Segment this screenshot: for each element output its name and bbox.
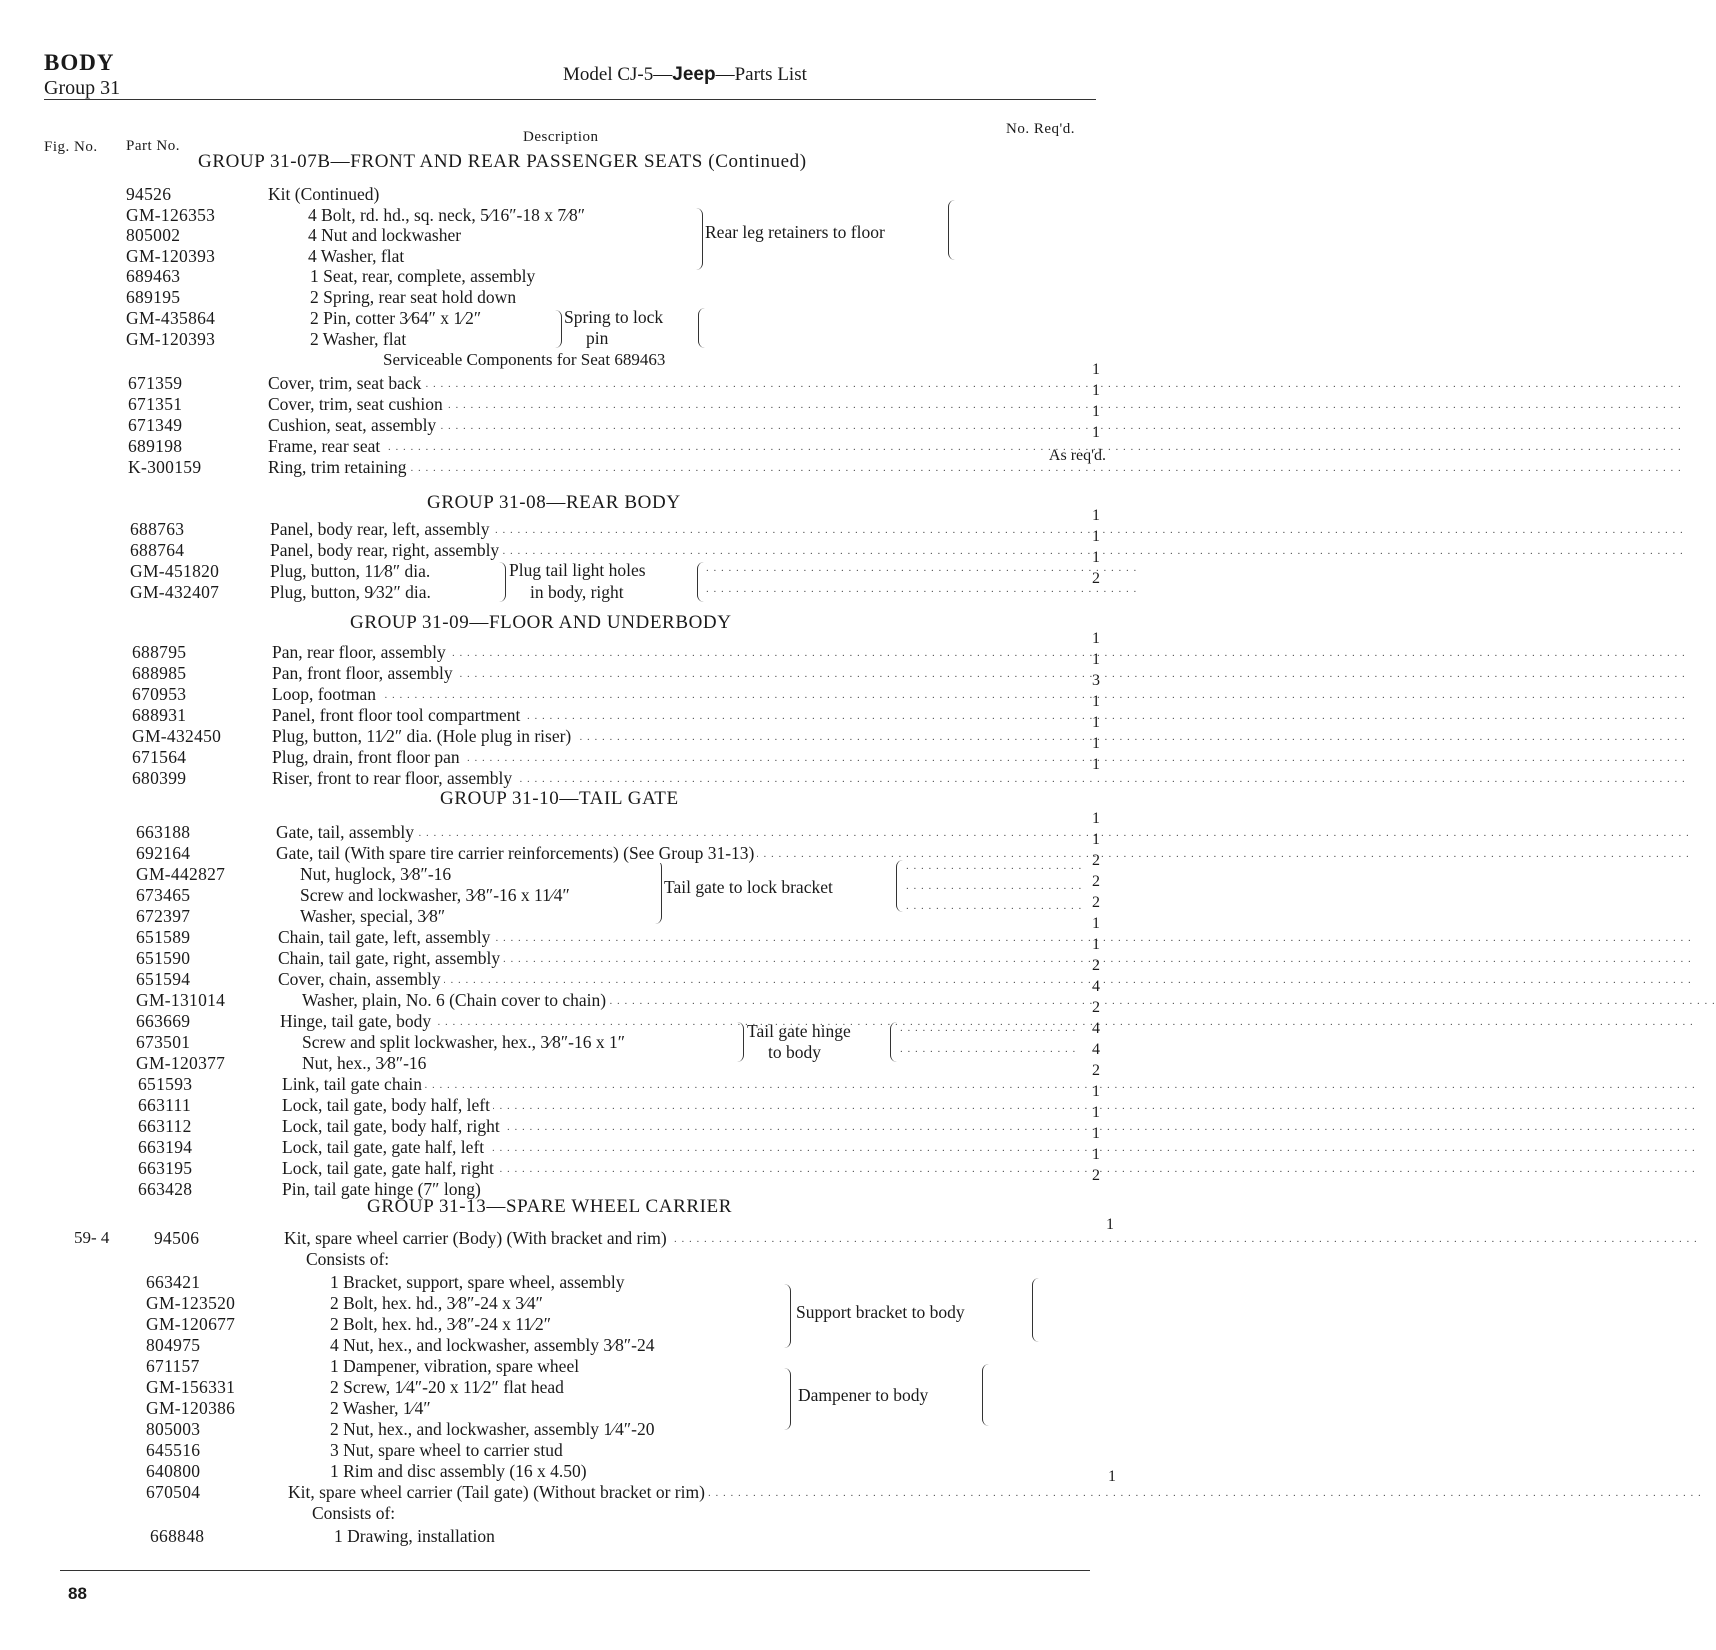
description-cell xyxy=(268,373,1068,394)
description: Gate, tail (With spare tire carrier reinforcements) (See Group 31-13) xyxy=(276,843,757,863)
section-heading: GROUP 31-09—FLOOR AND UNDERBODY xyxy=(350,612,732,633)
table-row xyxy=(0,266,1100,288)
description: Screw and lockwasher, 3⁄8″-16 x 11⁄4″ xyxy=(300,885,570,905)
description: 2 Bolt, hex. hd., 3⁄8″-24 x 11⁄2″ xyxy=(330,1314,552,1334)
part-number: 671359 xyxy=(128,373,183,393)
quantity: 4 xyxy=(1092,1020,1100,1037)
description: Panel, body rear, left, assembly xyxy=(270,519,492,539)
description: Cover, trim, seat cushion xyxy=(268,394,446,414)
description-cell xyxy=(282,1137,1082,1158)
description: Kit, spare wheel carrier (Tail gate) (Without bracket or rim) xyxy=(288,1482,708,1502)
part-number: 680399 xyxy=(132,768,187,788)
description: 1 Bracket, support, spare wheel, assembly xyxy=(330,1272,625,1292)
description-cell xyxy=(278,927,1078,948)
part-number: 805002 xyxy=(126,225,181,245)
part-number: 688763 xyxy=(130,519,185,539)
quantity: 1 xyxy=(1092,424,1100,441)
part-number: 663111 xyxy=(138,1095,192,1115)
description: Riser, front to rear floor, assembly xyxy=(272,768,515,788)
quantity: 2 xyxy=(1092,1167,1100,1184)
part-number: GM-123520 xyxy=(146,1293,236,1313)
table-row xyxy=(0,1216,1114,1250)
column-header-req: No. Req'd. xyxy=(1006,121,1075,137)
description: Kit, spare wheel carrier (Body) (With bracket and rim) xyxy=(284,1228,670,1248)
bracket-note: pin xyxy=(586,328,609,348)
description-cell xyxy=(282,1116,1082,1137)
description: Loop, footman xyxy=(272,684,379,704)
quantity: 2 xyxy=(1092,570,1100,587)
part-number: 689463 xyxy=(126,266,181,286)
part-number: 651593 xyxy=(138,1074,193,1094)
description: Panel, front floor tool compartment xyxy=(272,705,523,725)
quantity: 1 xyxy=(1092,756,1100,773)
description: 2 Washer, 1⁄4″ xyxy=(330,1398,431,1418)
description: 2 Nut, hex., and lockwasher, assembly 1⁄4″-20 xyxy=(330,1419,655,1439)
quantity: 1 xyxy=(1092,1104,1100,1121)
quantity: 1 xyxy=(1092,361,1100,378)
description: 2 Pin, cotter 3⁄64″ x 1⁄2″ xyxy=(310,308,482,328)
quantity: 1 xyxy=(1092,831,1100,848)
description: Hinge, tail gate, body xyxy=(280,1011,434,1031)
description: Cover, trim, seat back xyxy=(268,373,424,393)
quantity: 1 xyxy=(1108,1468,1116,1485)
part-number: 688931 xyxy=(132,705,187,725)
description-cell xyxy=(278,969,1078,990)
description-cell xyxy=(272,642,1072,663)
description: Pan, rear floor, assembly xyxy=(272,642,449,662)
table-row xyxy=(0,205,1100,227)
description: Consists of: xyxy=(312,1503,396,1523)
group-label: Group 31 xyxy=(44,77,121,99)
part-number: 663428 xyxy=(138,1179,193,1199)
leader-dots: . . . . . . . . . . . . . . . . . . . . . . . . xyxy=(900,1022,1077,1034)
table-row xyxy=(0,630,1100,664)
description: Screw and split lockwasher, hex., 3⁄8″-16 x 1″ xyxy=(302,1032,625,1052)
part-number: 663194 xyxy=(138,1137,193,1157)
part-number: 671349 xyxy=(128,415,183,435)
quantity: 4 xyxy=(1092,1041,1100,1058)
table-row xyxy=(0,361,1100,395)
footer-rule xyxy=(60,1570,1090,1571)
description: 4 Washer, flat xyxy=(308,246,405,266)
part-number: 668848 xyxy=(150,1526,205,1546)
part-number: K-300159 xyxy=(128,457,202,477)
description: Plug, button, 9⁄32″ dia. xyxy=(270,582,431,602)
quantity: 1 xyxy=(1092,1146,1100,1163)
column-header-fig: Fig. No. xyxy=(44,139,98,155)
part-number: 94526 xyxy=(126,184,172,204)
bracket xyxy=(982,1364,989,1426)
part-number: 94506 xyxy=(154,1228,200,1248)
quantity: 1 xyxy=(1092,403,1100,420)
leader-dots: . . . . . . . . . . . . . . . . . . . . . . . . . . . . . . . . . . . . . . . . . . . . . . . . . . . . . . . . . . xyxy=(706,583,1138,595)
bracket-note: Dampener to body xyxy=(798,1385,929,1405)
part-number: GM-432407 xyxy=(130,582,220,602)
quantity: 2 xyxy=(1092,999,1100,1016)
section-heading: GROUP 31-08—REAR BODY xyxy=(427,492,681,513)
part-number: 692164 xyxy=(136,843,191,863)
table-row xyxy=(0,447,1110,479)
part-number: 651590 xyxy=(136,948,191,968)
quantity: 2 xyxy=(1092,957,1100,974)
part-number: 651594 xyxy=(136,969,191,989)
table-row xyxy=(0,810,1100,844)
description-cell xyxy=(272,663,1072,684)
quantity: 1 xyxy=(1092,382,1100,399)
column-header-description: Description xyxy=(523,129,599,145)
description-cell xyxy=(288,1482,1088,1503)
description: Pan, front floor, assembly xyxy=(272,663,456,683)
figure-number: 59- 4 xyxy=(74,1228,110,1247)
description-cell xyxy=(276,822,1076,843)
description: Kit (Continued) xyxy=(268,184,380,204)
description-cell xyxy=(282,1158,1082,1179)
quantity: 1 xyxy=(1092,735,1100,752)
description: Washer, special, 3⁄8″ xyxy=(300,906,446,926)
description-cell xyxy=(302,990,1078,1011)
part-number: 670504 xyxy=(146,1482,201,1502)
description: Plug, drain, front floor pan xyxy=(272,747,463,767)
quantity: 1 xyxy=(1092,936,1100,953)
quantity: 2 xyxy=(1092,1062,1100,1079)
part-number: 805003 xyxy=(146,1419,201,1439)
leader-dots: . . . . . . . . . . . . . . . . . . . . . . . . xyxy=(906,900,1083,912)
description: Chain, tail gate, right, assembly xyxy=(278,948,503,968)
quantity: 2 xyxy=(1092,852,1100,869)
quantity: 2 xyxy=(1092,894,1100,911)
bracket xyxy=(737,1022,744,1062)
description: Plug, button, 11⁄8″ dia. xyxy=(270,561,431,581)
part-number: GM-120377 xyxy=(136,1053,226,1073)
part-number: 689198 xyxy=(128,436,183,456)
part-number: 671351 xyxy=(128,394,183,414)
part-number: 663195 xyxy=(138,1158,193,1178)
table-row xyxy=(0,507,1100,541)
table-row xyxy=(0,1249,1100,1271)
quantity: As req'd. xyxy=(1048,447,1106,464)
description-cell xyxy=(278,948,1078,969)
description: Consists of: xyxy=(306,1249,390,1269)
bracket-note: Tail gate to lock bracket xyxy=(664,877,833,897)
description-cell xyxy=(272,684,1072,705)
description: Cover, chain, assembly xyxy=(278,969,444,989)
model-brand: Jeep xyxy=(672,64,716,85)
description-cell xyxy=(282,1095,1082,1116)
part-number: 673465 xyxy=(136,885,191,905)
description: 3 Nut, spare wheel to carrier stud xyxy=(330,1440,563,1460)
part-number: GM-120393 xyxy=(126,246,216,266)
quantity: 2 xyxy=(1092,873,1100,890)
description: 2 Washer, flat xyxy=(310,329,407,349)
part-number: GM-435864 xyxy=(126,308,216,328)
part-number: 804975 xyxy=(146,1335,201,1355)
bracket xyxy=(896,860,903,912)
bracket xyxy=(1032,1278,1039,1342)
part-number: 688795 xyxy=(132,642,187,662)
part-number: GM-120386 xyxy=(146,1398,236,1418)
description: 1 Rim and disc assembly (16 x 4.50) xyxy=(330,1461,587,1481)
description: Plug, button, 11⁄2″ dia. (Hole plug in riser) xyxy=(272,726,574,746)
part-number: 672397 xyxy=(136,906,191,926)
description-cell xyxy=(270,519,1070,540)
model-prefix: Model CJ-5— xyxy=(563,64,673,85)
bracket-note: in body, right xyxy=(530,582,624,602)
table-row xyxy=(0,1377,1100,1399)
quantity: 1 xyxy=(1092,1125,1100,1142)
table-row xyxy=(0,184,1100,206)
description: Cushion, seat, assembly xyxy=(268,415,439,435)
section-title: BODY xyxy=(44,50,115,75)
table-row xyxy=(0,225,1100,247)
part-number: 671564 xyxy=(132,747,187,767)
bracket-note: Rear leg retainers to floor xyxy=(705,222,885,242)
part-number: 670953 xyxy=(132,684,187,704)
leader-dots: . . . . . . . . . . . . . . . . . . . . . . . . . . . . . . . . . . . . . . . . . . . . . . . . . . . . . . . . . . xyxy=(706,562,1138,574)
part-number: GM-131014 xyxy=(136,990,226,1010)
description-cell xyxy=(268,394,1068,415)
quantity: 1 xyxy=(1092,714,1100,731)
part-number: 663188 xyxy=(136,822,191,842)
leader-dots: . . . . . . . . . . . . . . . . . . . . . . . . xyxy=(906,860,1083,872)
part-number: 673501 xyxy=(136,1032,191,1052)
description: Lock, tail gate, body half, left xyxy=(282,1095,493,1115)
part-number: 688985 xyxy=(132,663,187,683)
quantity: 1 xyxy=(1092,651,1100,668)
description-cell xyxy=(268,415,1068,436)
description-cell xyxy=(282,1074,1082,1095)
leader-dots: . . . . . . . . . . . . . . . . . . . . . . . . xyxy=(900,1043,1077,1055)
description-cell xyxy=(268,457,1010,478)
quantity: 1 xyxy=(1106,1216,1114,1233)
table-row xyxy=(0,287,1100,309)
description: Frame, rear seat xyxy=(268,436,383,456)
part-number: GM-120393 xyxy=(126,329,216,349)
quantity: 4 xyxy=(1092,978,1100,995)
description: Lock, tail gate, body half, right xyxy=(282,1116,503,1136)
description: Panel, body rear, right, assembly xyxy=(270,540,502,560)
quantity: 1 xyxy=(1092,1083,1100,1100)
quantity: 3 xyxy=(1092,672,1100,689)
part-number: 663669 xyxy=(136,1011,191,1031)
table-row xyxy=(0,1356,1100,1378)
section-heading: GROUP 31-13—SPARE WHEEL CARRIER xyxy=(367,1196,733,1217)
bracket xyxy=(696,208,703,270)
part-number: 689195 xyxy=(126,287,181,307)
table-row xyxy=(0,1526,1100,1548)
description: 2 Bolt, hex. hd., 3⁄8″-24 x 3⁄4″ xyxy=(330,1293,543,1313)
description: 4 Nut, hex., and lockwasher, assembly 3⁄8″-24 xyxy=(330,1335,655,1355)
quantity: 1 xyxy=(1092,810,1100,827)
description-cell xyxy=(272,705,1072,726)
table-row xyxy=(0,1461,1100,1483)
bracket xyxy=(698,308,705,348)
part-number: 663421 xyxy=(146,1272,201,1292)
description: 1 Drawing, installation xyxy=(334,1526,495,1546)
bracket xyxy=(655,860,662,924)
description-cell xyxy=(272,747,1072,768)
description: Nut, hex., 3⁄8″-16 xyxy=(302,1053,427,1073)
section-heading: GROUP 31-10—TAIL GATE xyxy=(440,788,679,809)
bracket-note: Tail gate hinge xyxy=(747,1021,851,1041)
description: Chain, tail gate, left, assembly xyxy=(278,927,493,947)
part-number: GM-156331 xyxy=(146,1377,236,1397)
description: 4 Nut and lockwasher xyxy=(308,225,462,245)
table-row xyxy=(0,308,1100,330)
part-number: 640800 xyxy=(146,1461,201,1481)
description: Lock, tail gate, gate half, left xyxy=(282,1137,487,1157)
description: Pin, tail gate hinge (7″ long) xyxy=(282,1179,481,1199)
sub-heading: Serviceable Components for Seat 689463 xyxy=(383,350,666,369)
quantity: 1 xyxy=(1092,915,1100,932)
bracket xyxy=(697,562,704,602)
quantity: 1 xyxy=(1092,549,1100,566)
description-cell xyxy=(272,768,1072,789)
quantity: 1 xyxy=(1092,630,1100,647)
part-number: GM-451820 xyxy=(130,561,220,581)
leader-dots: . . . . . . . . . . . . . . . . . . . . . . . . xyxy=(906,880,1083,892)
description: Link, tail gate chain xyxy=(282,1074,425,1094)
bracket xyxy=(499,562,506,602)
description-cell xyxy=(272,726,1072,747)
description: Lock, tail gate, gate half, right xyxy=(282,1158,497,1178)
bracket xyxy=(784,1284,791,1348)
bracket-note: Support bracket to body xyxy=(796,1302,965,1322)
part-number: 671157 xyxy=(146,1356,200,1376)
bracket-note: to body xyxy=(768,1042,821,1062)
description: 2 Screw, 1⁄4″-20 x 11⁄2″ flat head xyxy=(330,1377,564,1397)
table-row xyxy=(0,329,1100,351)
description: 2 Spring, rear seat hold down xyxy=(310,287,517,307)
description-cell xyxy=(284,1228,1084,1249)
part-number: GM-120677 xyxy=(146,1314,236,1334)
table-row xyxy=(0,1272,1100,1294)
part-number: 645516 xyxy=(146,1440,201,1460)
description: 4 Bolt, rd. hd., sq. neck, 5⁄16″-18 x 7⁄8″ xyxy=(308,205,586,225)
part-number: 651589 xyxy=(136,927,191,947)
bracket-note: Spring to lock xyxy=(564,307,664,327)
description-cell xyxy=(268,436,1068,457)
part-number: GM-432450 xyxy=(132,726,222,746)
bracket xyxy=(555,310,562,348)
bracket xyxy=(890,1022,897,1062)
quantity: 1 xyxy=(1092,507,1100,524)
description: Washer, plain, No. 6 (Chain cover to chain) xyxy=(302,990,609,1010)
bracket xyxy=(784,1368,791,1430)
model-suffix: —Parts List xyxy=(715,64,807,85)
bracket xyxy=(948,200,955,260)
bracket-note: Plug tail light holes xyxy=(509,560,646,580)
table-row xyxy=(0,1398,1100,1420)
header-rule xyxy=(44,99,1096,100)
column-header-part: Part No. xyxy=(126,138,180,154)
description: Ring, trim retaining xyxy=(268,457,410,477)
description: 1 Seat, rear, complete, assembly xyxy=(310,266,536,286)
table-row xyxy=(0,1503,1100,1525)
table-row xyxy=(0,1440,1100,1462)
description: 1 Dampener, vibration, spare wheel xyxy=(330,1356,580,1376)
section-heading: GROUP 31-07B—FRONT AND REAR PASSENGER SEATS (Continued) xyxy=(198,151,807,172)
table-row xyxy=(0,1335,1100,1357)
model-title xyxy=(563,64,807,86)
quantity: 1 xyxy=(1092,528,1100,545)
part-number: 663112 xyxy=(138,1116,192,1136)
part-number: GM-442827 xyxy=(136,864,226,884)
description-cell xyxy=(270,540,1070,561)
table-row xyxy=(0,1419,1100,1441)
part-number: 688764 xyxy=(130,540,185,560)
table-row xyxy=(0,246,1100,268)
description: Gate, tail, assembly xyxy=(276,822,417,842)
part-number: GM-126353 xyxy=(126,205,216,225)
quantity: 1 xyxy=(1092,693,1100,710)
description: Nut, huglock, 3⁄8″-16 xyxy=(300,864,452,884)
page-number: 88 xyxy=(68,1584,87,1603)
